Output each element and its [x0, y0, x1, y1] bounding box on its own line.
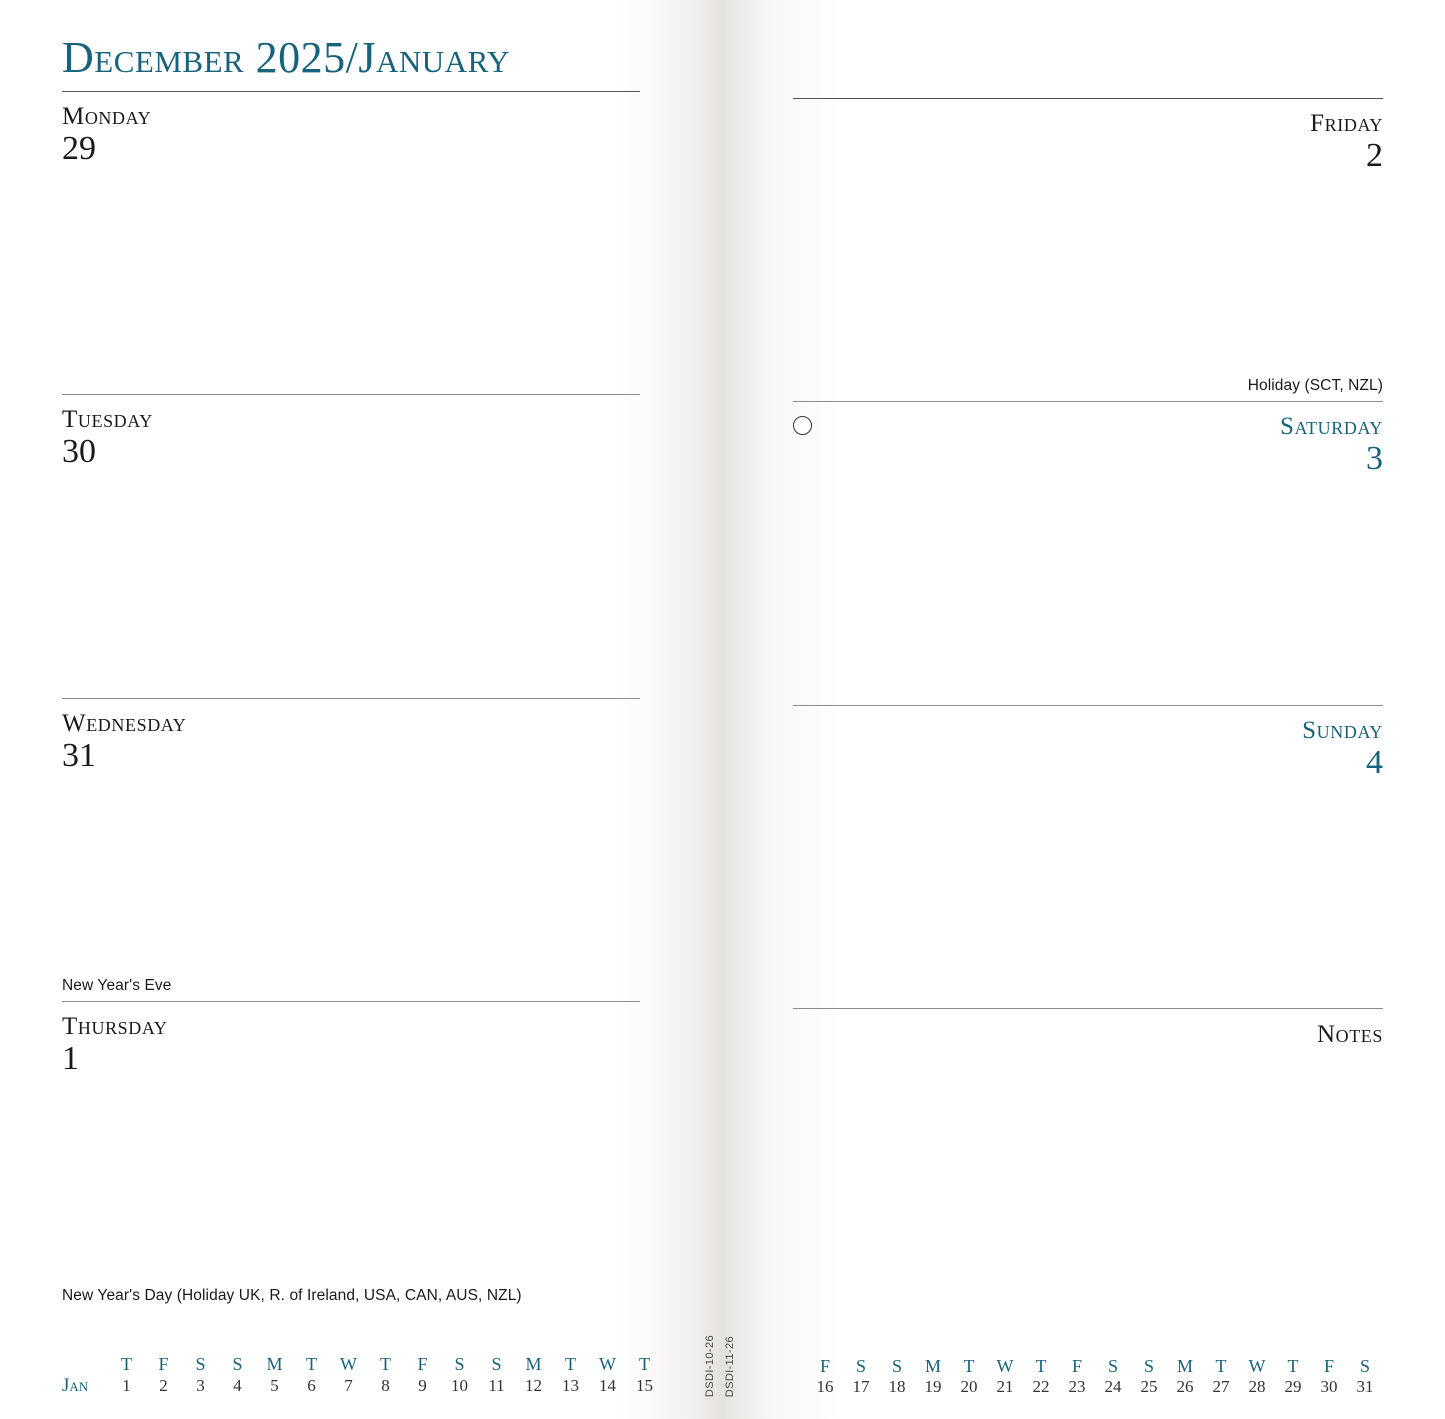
day-block-wednesday[interactable] [62, 698, 640, 1001]
mini-weekday: S [855, 1356, 866, 1376]
mini-date[interactable]: 6 [307, 1376, 316, 1395]
day-head [793, 706, 1383, 780]
new-moon-icon [793, 416, 812, 435]
mini-weekday: T [963, 1356, 975, 1376]
mini-date[interactable]: 12 [525, 1376, 542, 1395]
day-note: New Year's Eve [62, 977, 172, 994]
mini-weekday: W [599, 1354, 616, 1374]
mini-date[interactable]: 13 [562, 1376, 579, 1395]
mini-weekday: S [195, 1354, 206, 1374]
mini-date[interactable]: 8 [381, 1376, 390, 1395]
mini-calendar-date-row [807, 1377, 1383, 1397]
mini-date[interactable]: 30 [1320, 1377, 1338, 1396]
mini-date[interactable]: 1 [122, 1376, 131, 1395]
day-of-week: Monday [62, 103, 152, 130]
mini-date[interactable]: 11 [488, 1376, 505, 1395]
mini-date[interactable]: 19 [924, 1377, 942, 1396]
day-of-week: Tuesday [62, 406, 153, 433]
page-gutter [700, 0, 745, 1419]
day-of-week: Friday [1310, 110, 1383, 137]
mini-date[interactable]: 4 [233, 1376, 242, 1395]
mini-date[interactable]: 9 [418, 1376, 427, 1395]
mini-weekday: S [1107, 1356, 1118, 1376]
day-of-week: Wednesday [62, 710, 187, 737]
mini-date[interactable]: 17 [852, 1377, 870, 1396]
day-block-monday[interactable] [62, 92, 640, 394]
day-of-week: Thursday [62, 1013, 168, 1040]
mini-date[interactable]: 22 [1032, 1377, 1050, 1396]
mini-weekday: M [1176, 1356, 1193, 1376]
mini-weekday: F [1071, 1356, 1082, 1376]
mini-weekday: F [158, 1354, 169, 1374]
day-number: 2 [1366, 137, 1383, 175]
day-block-tuesday[interactable] [62, 394, 640, 698]
mini-weekday: F [819, 1356, 830, 1376]
mini-weekday: T [380, 1354, 391, 1374]
mini-weekday: T [639, 1354, 650, 1374]
mini-weekday: S [232, 1354, 243, 1374]
mini-date[interactable]: 27 [1212, 1377, 1230, 1396]
notes-block[interactable] [793, 1008, 1383, 1318]
mini-weekday: T [565, 1354, 576, 1374]
mini-calendar-weekday-row [807, 1356, 1383, 1377]
mini-weekday: W [996, 1356, 1014, 1376]
mini-weekday: M [525, 1354, 542, 1374]
day-head [62, 92, 640, 166]
mini-date[interactable]: 31 [1356, 1377, 1374, 1396]
day-block-thursday[interactable] [62, 1001, 640, 1311]
day-head [793, 99, 1383, 173]
mini-calendar-right [807, 1356, 1383, 1397]
mini-calendar-weekday-row [62, 1354, 663, 1375]
day-number: 29 [62, 130, 96, 168]
right-page [745, 0, 1445, 1419]
mini-month-label: Jan [62, 1375, 89, 1396]
mini-date[interactable]: 28 [1248, 1377, 1266, 1396]
mini-weekday: T [1287, 1356, 1299, 1376]
day-block-friday[interactable] [793, 99, 1383, 401]
day-note: Holiday (SCT, NZL) [1247, 377, 1383, 394]
day-block-sunday[interactable] [793, 705, 1383, 1008]
mini-date[interactable]: 25 [1140, 1377, 1158, 1396]
mini-date[interactable]: 18 [888, 1377, 906, 1396]
mini-date[interactable]: 10 [451, 1376, 468, 1395]
mini-weekday: M [924, 1356, 941, 1376]
mini-date[interactable]: 2 [159, 1376, 168, 1395]
mini-weekday: T [121, 1354, 132, 1374]
mini-date[interactable]: 7 [344, 1376, 353, 1395]
day-number: 31 [62, 737, 96, 775]
page-title: December 2025/January [62, 33, 510, 82]
mini-date[interactable]: 26 [1176, 1377, 1194, 1396]
product-code-right: DSDI-11-26 [724, 1335, 736, 1397]
mini-date[interactable]: 23 [1068, 1377, 1086, 1396]
mini-weekday: F [1323, 1356, 1334, 1376]
product-code-left: DSDI-10-26 [704, 1334, 716, 1397]
mini-weekday: W [340, 1354, 357, 1374]
day-of-week: Sunday [1302, 717, 1383, 744]
mini-date[interactable]: 14 [599, 1376, 616, 1395]
mini-weekday: F [417, 1354, 428, 1374]
mini-weekday: S [1143, 1356, 1154, 1376]
mini-weekday: M [266, 1354, 283, 1374]
mini-date[interactable]: 5 [270, 1376, 279, 1395]
mini-weekday: T [306, 1354, 317, 1374]
mini-calendar-date-row [62, 1375, 663, 1397]
mini-date[interactable]: 21 [996, 1377, 1014, 1396]
day-number: 3 [1366, 440, 1383, 478]
day-note: New Year's Day (Holiday UK, R. of Ireland, USA, CAN, AUS, NZL) [62, 1287, 522, 1304]
mini-weekday: T [1215, 1356, 1227, 1376]
day-head [62, 699, 640, 773]
mini-weekday: S [1359, 1356, 1370, 1376]
mini-weekday: S [891, 1356, 902, 1376]
mini-weekday: W [1248, 1356, 1266, 1376]
mini-weekday: T [1035, 1356, 1047, 1376]
day-head [62, 1002, 640, 1076]
day-head [793, 402, 1383, 476]
left-page [0, 0, 700, 1419]
mini-date[interactable]: 29 [1284, 1377, 1302, 1396]
day-number: 1 [62, 1040, 79, 1078]
mini-weekday: S [491, 1354, 502, 1374]
day-number: 30 [62, 433, 96, 471]
day-head [62, 395, 640, 469]
mini-date[interactable]: 3 [196, 1376, 205, 1395]
mini-date[interactable]: 20 [960, 1377, 978, 1396]
mini-weekday: S [454, 1354, 465, 1374]
notes-label: Notes [1316, 1021, 1383, 1048]
day-number: 4 [1366, 744, 1383, 782]
day-of-week: Saturday [1279, 413, 1383, 440]
mini-date[interactable]: 15 [636, 1376, 653, 1395]
mini-calendar-left [62, 1354, 663, 1397]
mini-date[interactable]: 16 [816, 1377, 834, 1396]
mini-date[interactable]: 24 [1104, 1377, 1122, 1396]
day-block-saturday[interactable] [793, 401, 1383, 705]
